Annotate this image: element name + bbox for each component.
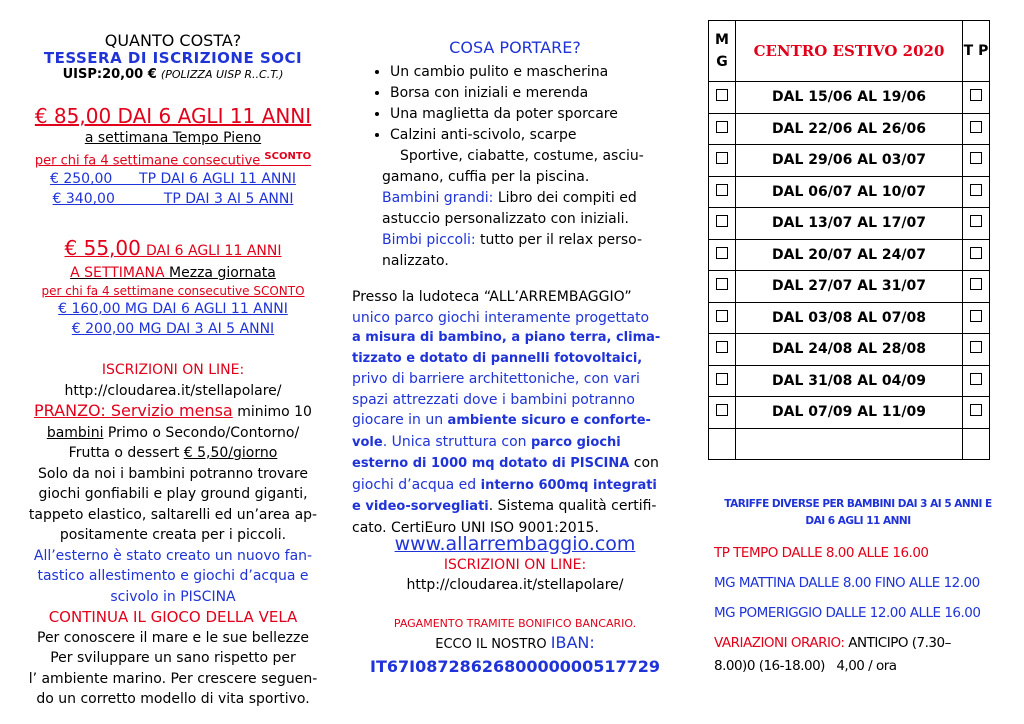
week-label: DAL 27/07 AL 31/07 bbox=[736, 271, 963, 303]
schedule-header-row bbox=[709, 21, 990, 82]
grandi-text: Libro dei compiti ed bbox=[497, 190, 637, 206]
vela-heading: CONTINUA IL GIOCO DELLA VELA bbox=[48, 608, 298, 626]
checkbox-icon[interactable] bbox=[970, 89, 982, 101]
checkbox-icon[interactable] bbox=[970, 152, 982, 164]
vole: vole bbox=[352, 434, 383, 450]
iscrizioni-heading: ISCRIZIONI ON LINE: bbox=[101, 362, 245, 378]
checkbox-icon[interactable] bbox=[716, 121, 728, 133]
sportive-line-2: gamano, cuffia per la piscina. bbox=[382, 169, 590, 185]
vela-line-4: do un corretto modello di vita sportivo. bbox=[36, 691, 310, 707]
week-label: DAL 24/08 AL 28/08 bbox=[736, 334, 963, 366]
schedule-title: CENTRO ESTIVO 2020 bbox=[736, 21, 963, 82]
anticipo-price: 4,00 / ora bbox=[836, 658, 897, 674]
interno-600: interno 600mq integrati bbox=[480, 477, 657, 493]
p-line-1 bbox=[352, 308, 678, 329]
mg-header-text: M G bbox=[715, 32, 729, 70]
sconto-badge: SCONTO bbox=[264, 151, 312, 162]
week-row bbox=[709, 302, 990, 334]
checkbox-icon[interactable] bbox=[716, 341, 728, 353]
giochi-acqua: giochi d’acqua ed bbox=[352, 476, 477, 493]
week-row bbox=[709, 397, 990, 429]
p-line-9 bbox=[352, 475, 678, 497]
tp-checkbox-cell[interactable] bbox=[963, 82, 990, 114]
pranzo-min: minimo 10 bbox=[237, 404, 312, 420]
p-line-7 bbox=[352, 432, 678, 454]
esterno-line-2: tastico allestimento e giochi d’acqua e bbox=[37, 568, 309, 584]
mg-price-6-11: € 160,00 MG DAI 6 AGLI 11 ANNI bbox=[58, 301, 288, 317]
mg-afternoon-hours: MG POMERIGGIO DALLE 12.00 ALLE 16.00 bbox=[714, 605, 981, 621]
tp-header bbox=[963, 21, 990, 82]
tp-checkbox-cell[interactable] bbox=[963, 365, 990, 397]
checkbox-icon[interactable] bbox=[716, 404, 728, 416]
p-line-3: tizzato e dotato di pannelli fotovoltaici, bbox=[352, 350, 643, 366]
solo-line-3: tappeto elastico, saltarelli ed un’area ap- bbox=[28, 506, 318, 523]
giocare: giocare in un bbox=[352, 412, 444, 428]
con: con bbox=[633, 455, 659, 471]
ambiente-sicuro: ambiente sicuro e conforte- bbox=[447, 413, 651, 428]
vela-line-1: Per conoscere il mare e le sue bellezze bbox=[37, 629, 309, 646]
progettato: interamente progettato bbox=[484, 309, 650, 326]
solo-da-noi: Solo da noi bbox=[38, 465, 116, 482]
bring-item: • Una maglietta da poter sporcare bbox=[390, 104, 710, 125]
schedule-table bbox=[708, 20, 990, 460]
solo-line-1 bbox=[8, 464, 338, 485]
week-row bbox=[709, 334, 990, 366]
website-link[interactable]: www.allarrembaggio.com bbox=[394, 533, 636, 555]
anticipo-text: ANTICIPO (7.30– bbox=[848, 635, 951, 651]
solo-rest: i bambini potranno trovare bbox=[120, 465, 308, 482]
week-row bbox=[709, 145, 990, 177]
cosa-portare-heading: COSA PORTARE? bbox=[449, 38, 581, 57]
week-label: DAL 07/09 AL 11/09 bbox=[736, 397, 963, 429]
mg-checkbox-cell[interactable] bbox=[709, 239, 736, 271]
tp-checkbox-cell[interactable] bbox=[963, 113, 990, 145]
checkbox-icon[interactable] bbox=[970, 310, 982, 322]
iscrizioni-url[interactable]: http://cloudarea.it/stellapolare/ bbox=[64, 382, 282, 399]
checkbox-icon[interactable] bbox=[970, 373, 982, 385]
checkbox-icon[interactable] bbox=[970, 341, 982, 353]
price-half: € 55,00 bbox=[64, 236, 141, 260]
tp-header-text: T P bbox=[963, 43, 989, 59]
checkbox-icon[interactable] bbox=[970, 215, 982, 227]
checkbox-icon[interactable] bbox=[970, 184, 982, 196]
tp-checkbox-cell[interactable] bbox=[963, 176, 990, 208]
price-half-line bbox=[8, 236, 338, 263]
mg-consecutive-line: per chi fa 4 settimane consecutive SCONTO bbox=[41, 284, 305, 298]
half-day-line bbox=[8, 263, 338, 283]
ecco-text: ECCO IL NOSTRO bbox=[435, 637, 547, 652]
tp-checkbox-cell[interactable] bbox=[963, 239, 990, 271]
solo-line-4: positamente creata per i piccoli. bbox=[59, 527, 287, 543]
uisp-line bbox=[8, 67, 338, 83]
piccoli-line-2: nalizzato. bbox=[382, 253, 449, 269]
checkbox-icon[interactable] bbox=[716, 278, 728, 290]
mg-checkbox-cell[interactable] bbox=[709, 271, 736, 303]
tp-checkbox-cell[interactable] bbox=[963, 302, 990, 334]
checkbox-icon[interactable] bbox=[716, 184, 728, 196]
quanto-costa-heading: QUANTO COSTA? bbox=[104, 31, 242, 50]
video-sorvegliati: e video-sorvegliati bbox=[352, 499, 489, 514]
tp-price-3-5: € 340,00 TP DAI 3 AI 5 ANNI bbox=[52, 191, 294, 208]
pranzo-line bbox=[8, 401, 338, 423]
mg-checkbox-cell[interactable] bbox=[709, 113, 736, 145]
frutta-price: € 5,50/giorno bbox=[183, 445, 278, 461]
tessera-heading: TESSERA DI ISCRIZIONE SOCI bbox=[43, 49, 303, 67]
week-row bbox=[709, 365, 990, 397]
tp-checkbox-cell[interactable] bbox=[963, 145, 990, 177]
week-label: DAL 31/08 AL 04/09 bbox=[736, 365, 963, 397]
mg-checkbox-cell[interactable] bbox=[709, 176, 736, 208]
p-line-10 bbox=[352, 496, 678, 518]
p-line-4: privo di barriere architettoniche, con vari bbox=[352, 371, 640, 387]
week-row bbox=[709, 176, 990, 208]
piccoli-label: Bimbi piccoli: bbox=[382, 232, 476, 248]
mg-checkbox-cell[interactable] bbox=[709, 365, 736, 397]
iban-code: IT67I0872862680000000517729 bbox=[369, 657, 660, 676]
uisp-note: (POLIZZA UISP R..C.T.) bbox=[160, 68, 284, 81]
mg-checkbox-cell[interactable] bbox=[709, 145, 736, 177]
week-label: DAL 03/08 AL 07/08 bbox=[736, 302, 963, 334]
checkbox-icon[interactable] bbox=[716, 247, 728, 259]
checkbox-icon[interactable] bbox=[716, 215, 728, 227]
tp-hours: TP TEMPO DALLE 8.00 ALLE 16.00 bbox=[714, 545, 929, 561]
bring-item: • Borsa con iniziali e merenda bbox=[390, 83, 710, 104]
anticipo-times: 8.00)0 (16-18.00) bbox=[714, 658, 825, 674]
mg-header bbox=[709, 21, 736, 82]
empty-cell bbox=[963, 428, 990, 460]
mg-price-3-5: € 200,00 MG DAI 3 AI 5 ANNI bbox=[71, 321, 275, 337]
checkbox-icon[interactable] bbox=[970, 404, 982, 416]
tariffe-line-1: TARIFFE DIVERSE PER BAMBINI DAI 3 AI 5 ANNI E bbox=[724, 498, 992, 510]
checkbox-icon[interactable] bbox=[970, 278, 982, 290]
checkbox-icon[interactable] bbox=[716, 373, 728, 385]
parco-giochi: parco giochi bbox=[530, 434, 621, 450]
bring-item: • Calzini anti-scivolo, scarpe bbox=[390, 125, 710, 146]
tp-consecutive-line bbox=[8, 148, 338, 169]
uisp-price: UISP:20,00 € bbox=[62, 67, 157, 82]
grandi-line-2: astuccio personalizzato con iniziali. bbox=[382, 211, 629, 227]
unica-struttura: . Unica struttura con bbox=[382, 433, 527, 450]
tariffe-line-2: DAI 6 AGLI 11 ANNI bbox=[805, 515, 911, 527]
week-row bbox=[709, 82, 990, 114]
sistema-qualita: . Sistema qualità certifi- bbox=[488, 498, 657, 514]
checkbox-icon[interactable] bbox=[716, 152, 728, 164]
anticipo-line-2 bbox=[714, 656, 1014, 676]
price-full-time: € 85,00 DAI 6 AGLI 11 ANNI bbox=[34, 104, 312, 128]
week-label: DAL 15/06 AL 19/06 bbox=[736, 82, 963, 114]
p-line-2: a misura di bambino, a piano terra, clima- bbox=[352, 330, 661, 345]
mg-checkbox-cell[interactable] bbox=[709, 334, 736, 366]
tp-checkbox-cell[interactable] bbox=[963, 271, 990, 303]
p-line-8 bbox=[352, 453, 678, 475]
piccoli-line bbox=[350, 230, 680, 251]
week-label: DAL 29/06 AL 03/07 bbox=[736, 145, 963, 177]
tp-price-6-11: € 250,00 TP DAI 6 AGLI 11 ANNI bbox=[49, 171, 296, 188]
bambini-line bbox=[8, 423, 338, 444]
week-label: DAL 13/07 AL 17/07 bbox=[736, 208, 963, 240]
tp-checkbox-cell[interactable] bbox=[963, 334, 990, 366]
week-label: DAL 06/07 AL 10/07 bbox=[736, 176, 963, 208]
empty-row bbox=[709, 428, 990, 460]
pagamento-line: PAGAMENTO TRAMITE BONIFICO BANCARIO. bbox=[393, 617, 637, 630]
piccoli-text: tutto per il relax perso- bbox=[480, 232, 643, 248]
p-line-5: spazi attrezzati dove i bambini potranno bbox=[352, 391, 635, 408]
mg-morning-hours: MG MATTINA DALLE 8.00 FINO ALLE 12.00 bbox=[714, 575, 980, 591]
empty-cell bbox=[736, 428, 963, 460]
checkbox-icon[interactable] bbox=[716, 310, 728, 322]
a-settimana-label: A SETTIMANA bbox=[70, 265, 165, 281]
week-row bbox=[709, 208, 990, 240]
iscrizioni-heading-2: ISCRIZIONI ON LINE: bbox=[443, 557, 587, 573]
checkbox-icon[interactable] bbox=[970, 121, 982, 133]
week-row bbox=[709, 113, 990, 145]
checkbox-icon[interactable] bbox=[716, 89, 728, 101]
frutta-text: Frutta o dessert bbox=[68, 445, 180, 461]
iban-intro bbox=[350, 632, 680, 656]
vela-line-2: Per sviluppare un sano rispetto per bbox=[50, 650, 296, 666]
week-row bbox=[709, 239, 990, 271]
bambini-word: bambini bbox=[46, 424, 104, 441]
empty-cell bbox=[709, 428, 736, 460]
variazioni-label: VARIAZIONI ORARIO: bbox=[714, 635, 845, 651]
menu-options: Primo o Secondo/Contorno/ bbox=[107, 424, 300, 441]
tp-checkbox-cell[interactable] bbox=[963, 397, 990, 429]
mg-checkbox-cell[interactable] bbox=[709, 397, 736, 429]
mg-checkbox-cell[interactable] bbox=[709, 208, 736, 240]
variazioni-line bbox=[714, 630, 1014, 656]
frutta-line bbox=[8, 443, 338, 464]
solo-line-2: giochi gonfiabili e play ground giganti, bbox=[38, 486, 308, 502]
grandi-line bbox=[350, 188, 680, 209]
esterno-1000: esterno di 1000 mq dotato di PISCINA bbox=[352, 456, 630, 471]
week-label: DAL 20/07 AL 24/07 bbox=[736, 239, 963, 271]
tp-checkbox-cell[interactable] bbox=[963, 208, 990, 240]
grandi-label: Bambini grandi: bbox=[382, 190, 494, 206]
iban-label: IBAN: bbox=[550, 633, 595, 652]
iscrizioni-url-2[interactable]: http://cloudarea.it/stellapolare/ bbox=[406, 577, 624, 593]
mg-checkbox-cell[interactable] bbox=[709, 302, 736, 334]
checkbox-icon[interactable] bbox=[970, 247, 982, 259]
mg-checkbox-cell[interactable] bbox=[709, 82, 736, 114]
esterno-line-1: All’esterno è stato creato un nuovo fan- bbox=[33, 547, 313, 564]
vela-line-3: l’ ambiente marino. Per crescere seguen- bbox=[28, 670, 318, 687]
items-list bbox=[358, 62, 710, 146]
week-row bbox=[709, 271, 990, 303]
unico-parco: unico parco giochi bbox=[352, 309, 480, 326]
pranzo-label: PRANZO: Servizio mensa bbox=[34, 401, 233, 420]
bring-item: • Un cambio pulito e mascherina bbox=[390, 62, 710, 83]
price-half-age: DAI 6 AGLI 11 ANNI bbox=[145, 243, 282, 259]
tp-week-label: a settimana Tempo Pieno bbox=[84, 130, 262, 146]
p-line-6 bbox=[352, 410, 678, 432]
sportive-line-1: Sportive, ciabatte, costume, asciu- bbox=[400, 148, 644, 164]
p-line-11: cato. CertiEuro UNI ISO 9001:2015. bbox=[352, 519, 599, 536]
esterno-line-3: scivolo in PISCINA bbox=[110, 588, 236, 605]
presso-line: Presso la ludoteca “ALL’ARREMBAGGIO” bbox=[352, 289, 632, 305]
mezza-giornata-label: Mezza giornata bbox=[169, 265, 276, 281]
week-label: DAL 22/06 AL 26/06 bbox=[736, 113, 963, 145]
tp-consecutive-text: per chi fa 4 settimane consecutive bbox=[34, 153, 261, 169]
